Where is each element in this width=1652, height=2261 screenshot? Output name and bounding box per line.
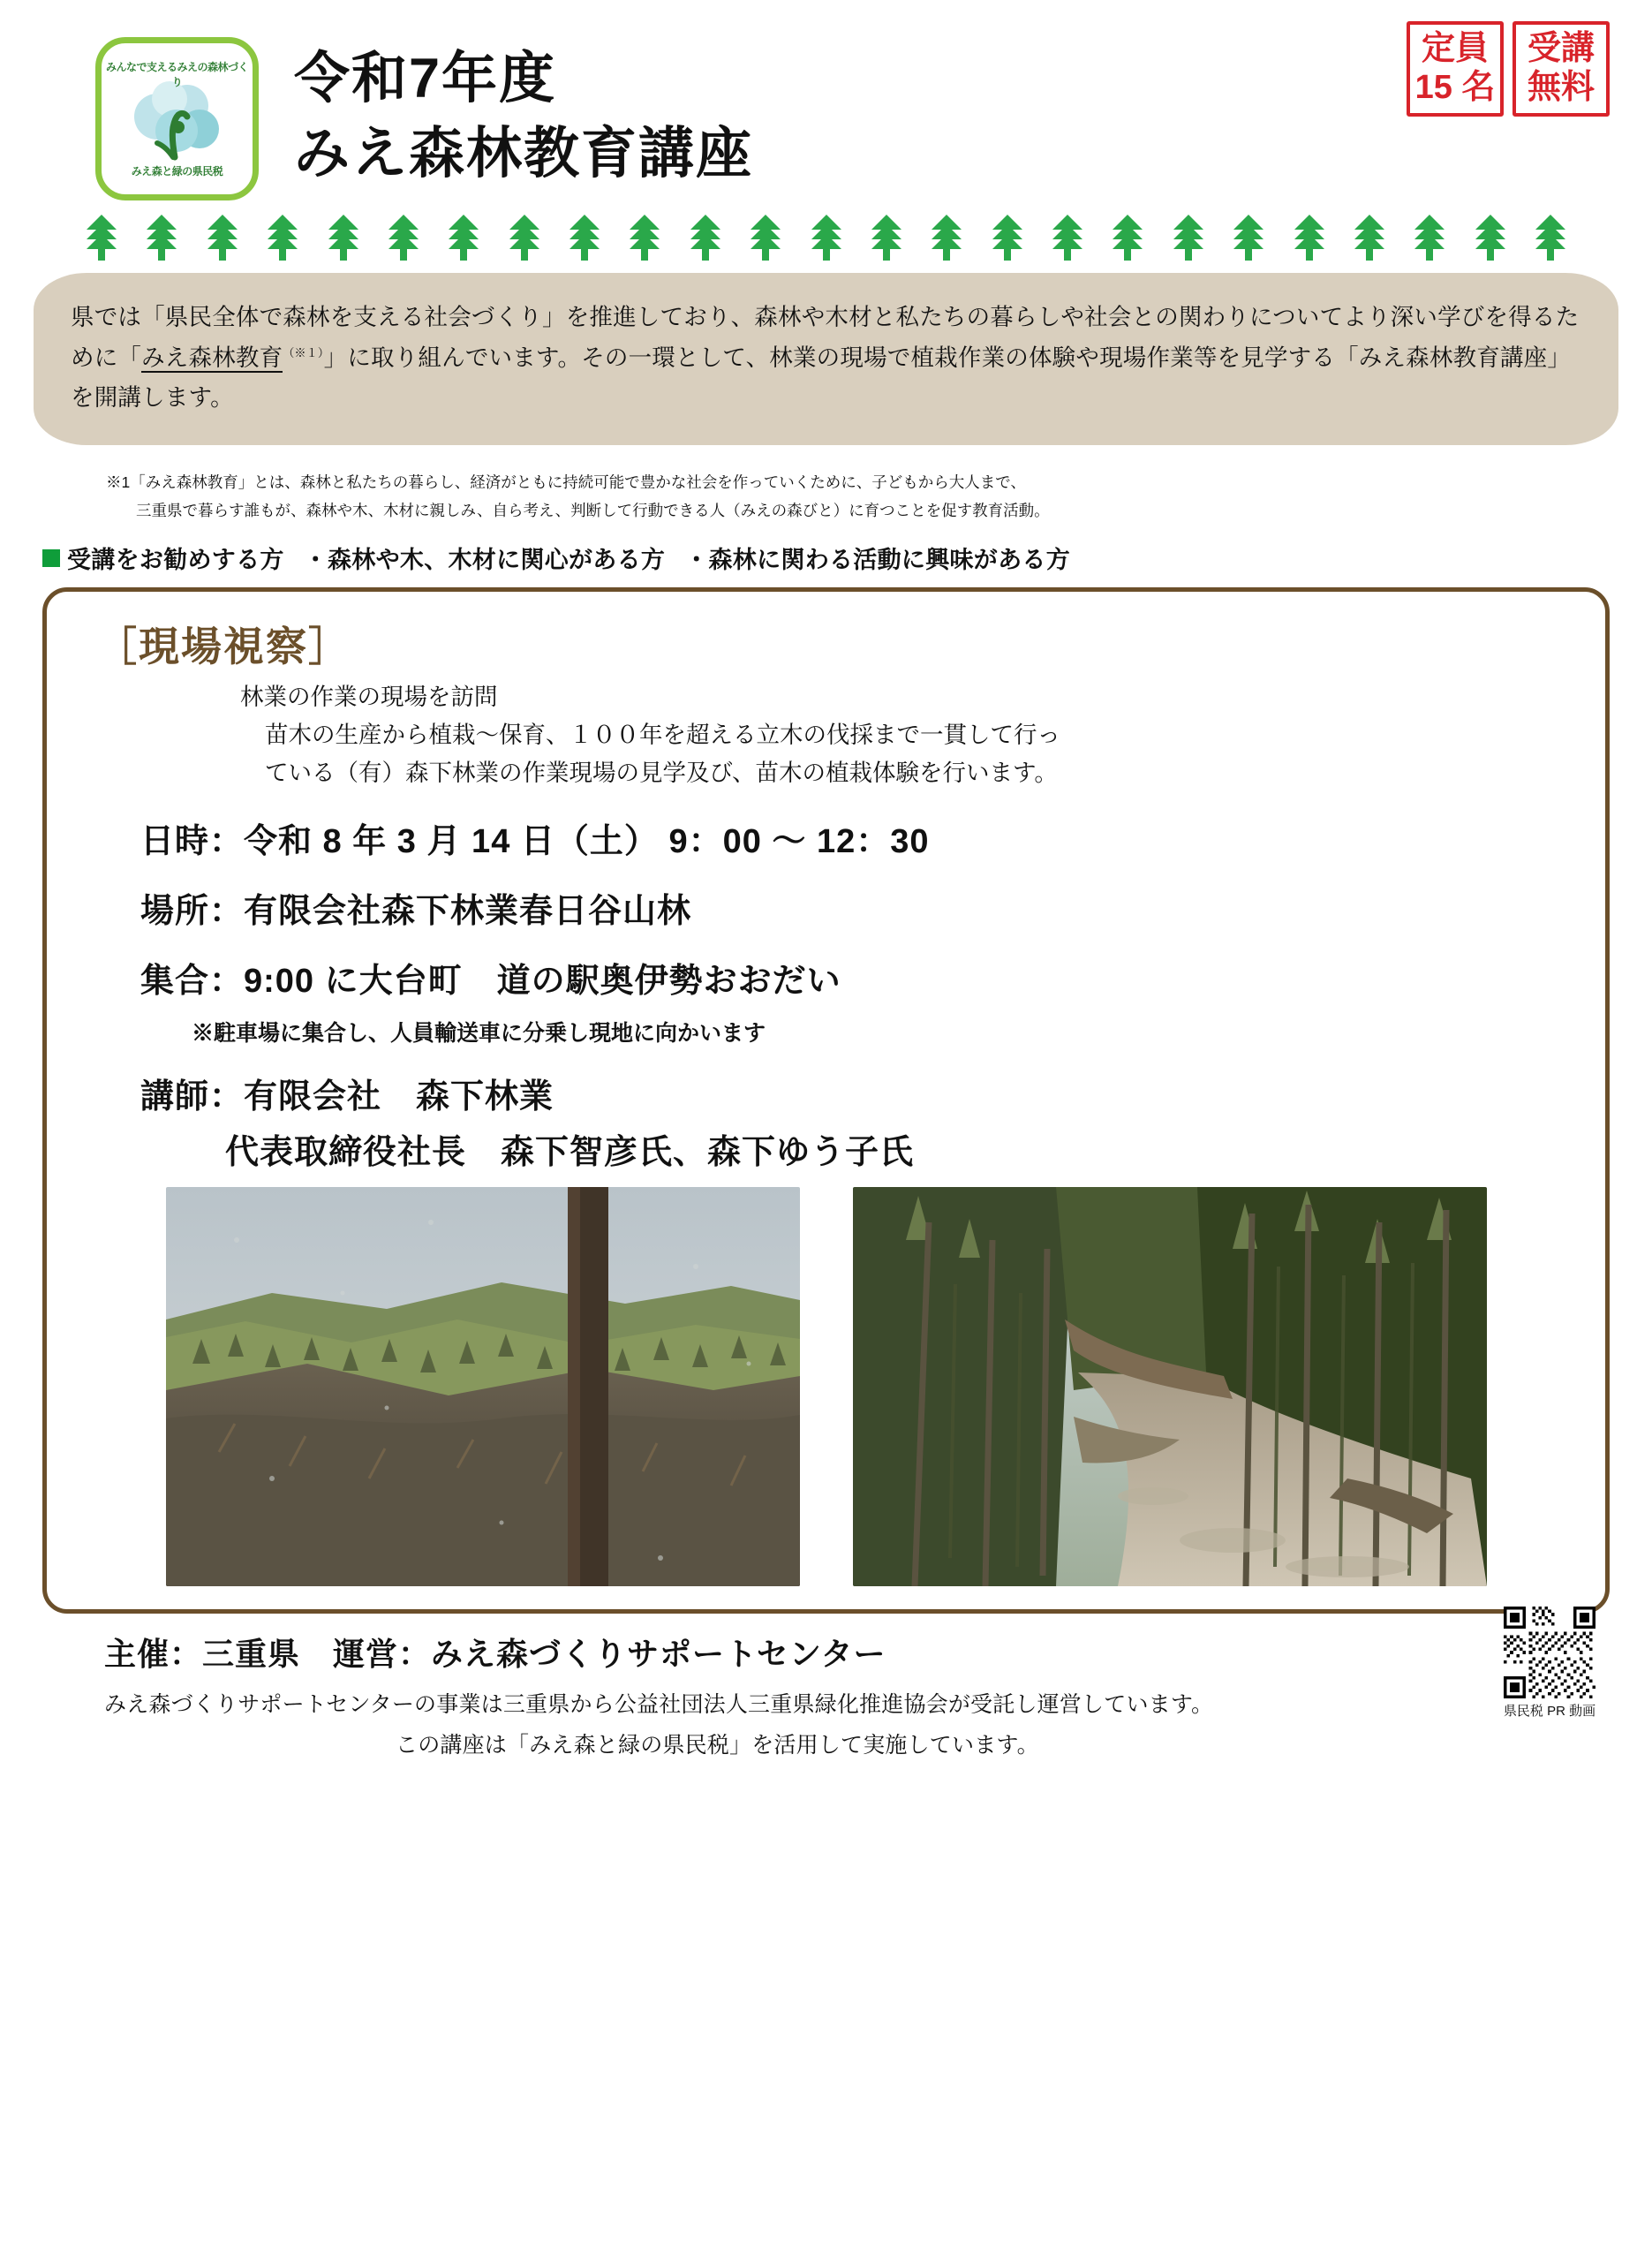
badge-capacity-value: 15 名 (1414, 69, 1496, 106)
footer-note-1: みえ森づくりサポートセンターの事業は三重県から公益社団法人三重県緑化推進協会が受託し運営しています。 (104, 1692, 1214, 1718)
tree-icon (1352, 215, 1387, 261)
qr-label: 県民税 PR 動画 (1503, 1704, 1596, 1720)
tree-icon (748, 215, 783, 261)
recommend-row (42, 541, 1652, 575)
footer-organizers: 主催：三重県 運営：みえ森づくりサポートセンター (104, 1636, 886, 1673)
tree-icon (84, 215, 119, 261)
tree-icon (1473, 215, 1508, 261)
panel-description (240, 678, 1575, 792)
tree-icon (386, 215, 421, 261)
badge-fee-value: 無料 (1527, 69, 1595, 106)
event-meeting-note: ※駐車場に集合し、人員輸送車に分乗し現地に向かいます (192, 1021, 766, 1047)
event-lecturer-names: 代表取締役社長 森下智彦氏、森下ゆう子氏 (225, 1134, 915, 1172)
footnote-line-2: 三重県で暮らす誰もが、森林や木、木材に親しみ、自ら考え、判断して行動できる人（みえの森びと）に育つことを促す教育活動。 (136, 502, 1050, 520)
tree-icon (507, 215, 542, 261)
recommend-item-2: ・森林に関わる活動に興味がある方 (684, 547, 1071, 574)
event-place: 場所：有限会社森下林業春日谷山林 (140, 893, 692, 931)
footnote-line-1: ※1「みえ森林教育」とは、森林と私たちの暮らし、経済がともに持続可能で豊かな社会を作っていくために、子どもから大人まで、 (106, 473, 1026, 491)
tree-icon (1110, 215, 1145, 261)
tree-icon (144, 215, 179, 261)
page-title (294, 44, 753, 189)
intro-superscript: （※１） (283, 345, 324, 359)
tree-icon (1533, 215, 1568, 261)
tree-icon (1050, 215, 1085, 261)
tree-icon (1412, 215, 1447, 261)
footnote (106, 468, 1652, 526)
green-square-icon (42, 549, 60, 567)
logo-caption-bottom: みえ森と緑の県民税 (131, 165, 223, 178)
event-datetime: 日時：令和 8 年 3 月 14 日（土） 9：00 〜 12：30 (140, 823, 930, 861)
desc-line-3: ている（有）森下林業の作業現場の見学及び、苗木の植栽体験を行います。 (265, 760, 1058, 787)
tree-divider (84, 211, 1568, 261)
tree-icon (869, 215, 904, 261)
intro-part-1: 県では「県民全体で森林を支える社会づくり」を推進しており、森林や木材と私たちの暮らしや社会との関わりについてより深い学びを得るために「 (71, 304, 1580, 371)
footer (42, 1630, 1610, 1759)
tree-icon (1292, 215, 1327, 261)
logo-mie-forest (95, 37, 259, 200)
tree-icon (929, 215, 964, 261)
tree-icon (326, 215, 361, 261)
intro-text (71, 298, 1581, 419)
tree-icon (688, 215, 723, 261)
title-line-1: 令和7年度 (294, 48, 557, 110)
badge-capacity-label: 定員 (1421, 30, 1489, 68)
qr-block[interactable] (1497, 1607, 1603, 1720)
recommend-item-1: ・森林や木、木材に関心がある方 (303, 547, 666, 574)
badge-group (1407, 21, 1610, 117)
event-meeting-point: 集合：9:00 に大台町 道の駅奥伊勢おおだい (140, 963, 841, 1001)
photo-row (77, 1187, 1575, 1586)
desc-line-2: 苗木の生産から植栽〜保育、１００年を超える立木の伐採まで一貫して行っ (265, 722, 1060, 749)
photo-forest-road (853, 1187, 1487, 1586)
tree-icon (265, 215, 300, 261)
title-line-2: みえ森林教育講座 (294, 122, 753, 185)
tree-icon (1231, 215, 1266, 261)
badge-fee (1512, 21, 1610, 117)
recommend-label: 受講をお勧めする方 (67, 547, 284, 574)
panel-title: ［現場視察］ (96, 624, 351, 670)
intro-callout (34, 273, 1618, 445)
tree-icon (627, 215, 662, 261)
tree-icon (446, 215, 481, 261)
header (0, 0, 1652, 200)
intro-part-2: 」に取り組んでいます。その一環として、林業の現場で植栽作業の体験や現場作業等を見学する「みえ森林教育講座」を開講します。 (71, 344, 1572, 412)
logo-caption-top: みんなで支えるみえの森林づくり (105, 61, 248, 88)
badge-capacity (1407, 21, 1504, 117)
photo-clearcut-hillside (166, 1187, 800, 1586)
tree-icon (1171, 215, 1206, 261)
tree-icon (205, 215, 240, 261)
badge-fee-label: 受講 (1527, 30, 1595, 68)
tree-icon (809, 215, 844, 261)
footer-note-2: この講座は「みえ森と緑の県民税」を活用して実施しています。 (396, 1733, 1039, 1758)
desc-line-1: 林業の作業の現場を訪問 (240, 684, 498, 711)
event-lecturer: 講師：有限会社 森下林業 (140, 1078, 554, 1116)
site-visit-panel (42, 587, 1610, 1614)
tree-icon (990, 215, 1025, 261)
tree-icon (567, 215, 602, 261)
qr-code-icon[interactable] (1504, 1607, 1595, 1698)
intro-underlined-term: みえ森林教育 (141, 344, 283, 371)
